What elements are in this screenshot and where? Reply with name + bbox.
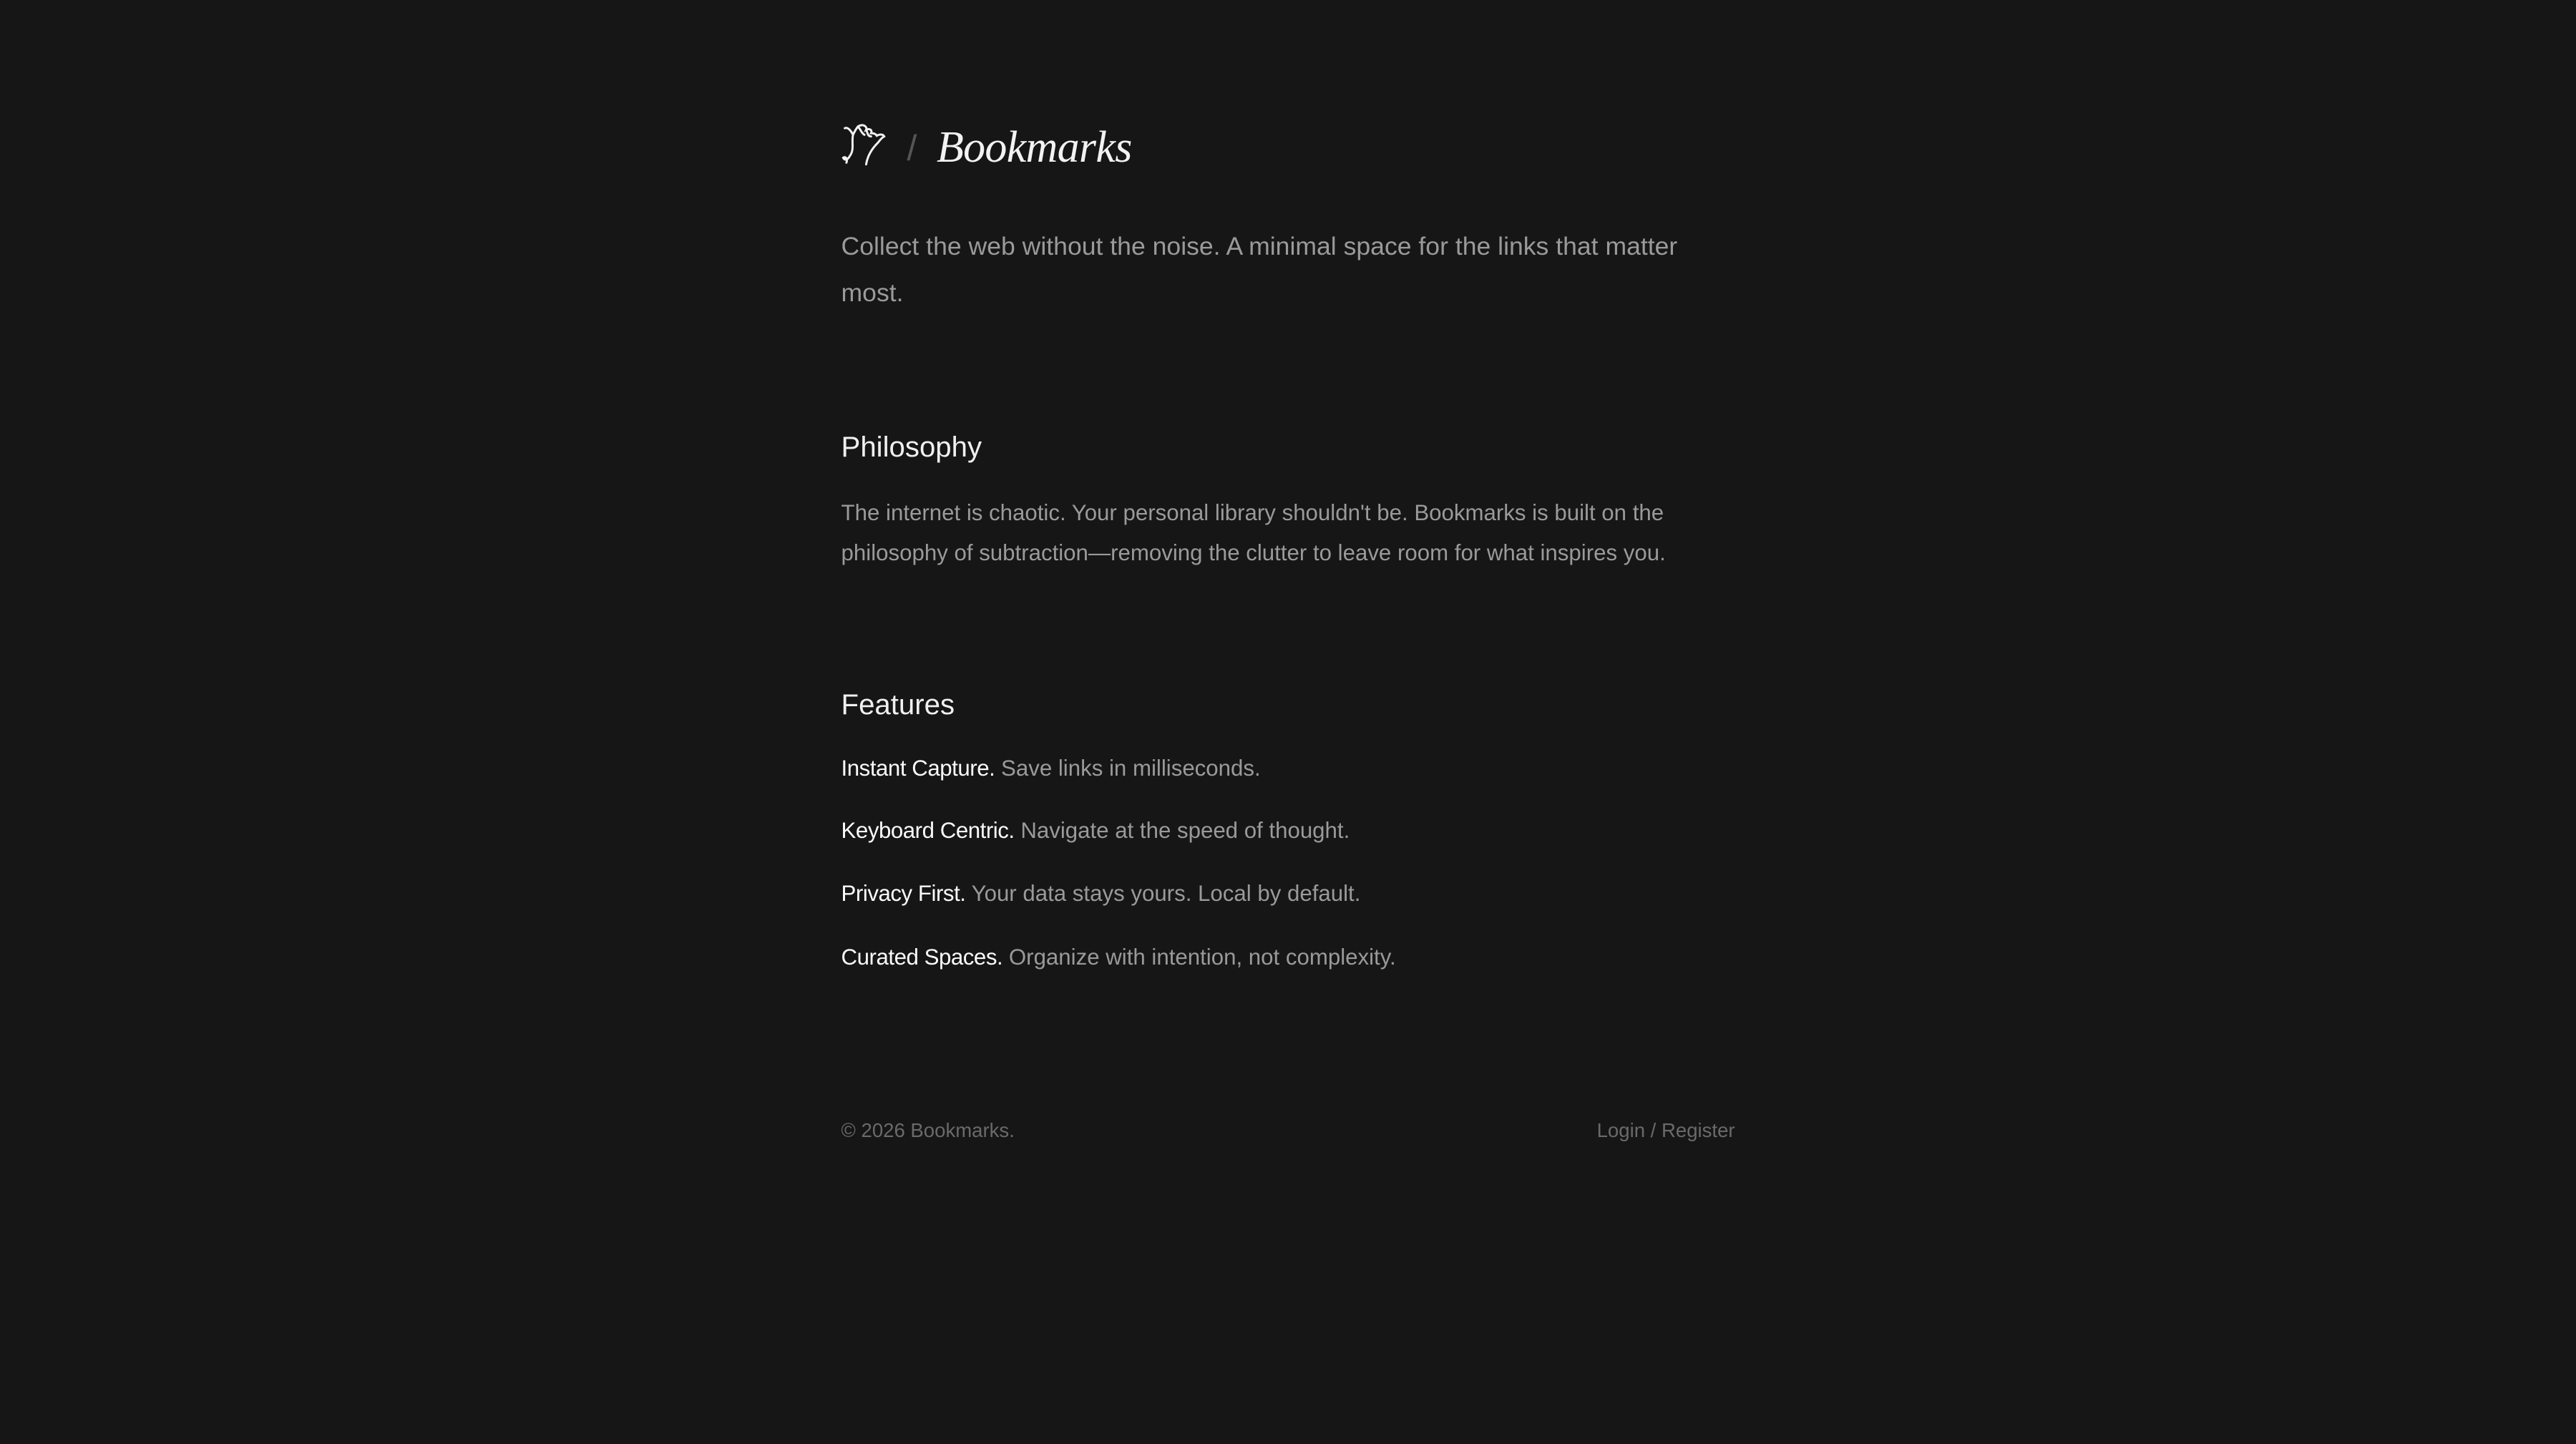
site-title[interactable]: Bookmarks: [936, 123, 1132, 172]
philosophy-text: The internet is chaotic. Your personal library shouldn't be. Bookmarks is built on the philosophy of subtraction—removing the clutter to leave room for what inspires you.: [841, 499, 1666, 566]
auth-links: [1597, 1119, 1735, 1142]
shaka-hand-icon: [841, 122, 891, 174]
auth-separator: /: [1650, 1118, 1657, 1141]
feature-item: [841, 756, 1261, 781]
philosophy-heading: Philosophy: [841, 430, 982, 463]
feature-text: Navigate at the speed of thought.: [1020, 818, 1350, 844]
login-link[interactable]: Login: [1596, 1118, 1646, 1141]
feature-text: Your data stays yours. Local by default.: [971, 880, 1361, 906]
header: [841, 122, 1132, 174]
feature-item: [841, 881, 1361, 907]
tagline: Collect the web without the noise. A minimal space for the links that matter most.: [841, 232, 1678, 307]
feature-title: Instant Capture.: [841, 756, 995, 781]
separator: /: [907, 127, 917, 169]
feature-item: [841, 818, 1350, 844]
feature-item: [841, 945, 1396, 970]
feature-title: Keyboard Centric.: [841, 818, 1015, 844]
copyright: © 2026 Bookmarks.: [841, 1118, 1015, 1141]
register-link[interactable]: Register: [1661, 1118, 1735, 1141]
feature-title: Privacy First.: [841, 880, 966, 906]
feature-text: Save links in milliseconds.: [1001, 756, 1261, 781]
feature-text: Organize with intention, not complexity.: [1008, 945, 1396, 970]
feature-title: Curated Spaces.: [841, 945, 1003, 970]
features-heading: Features: [841, 688, 955, 721]
